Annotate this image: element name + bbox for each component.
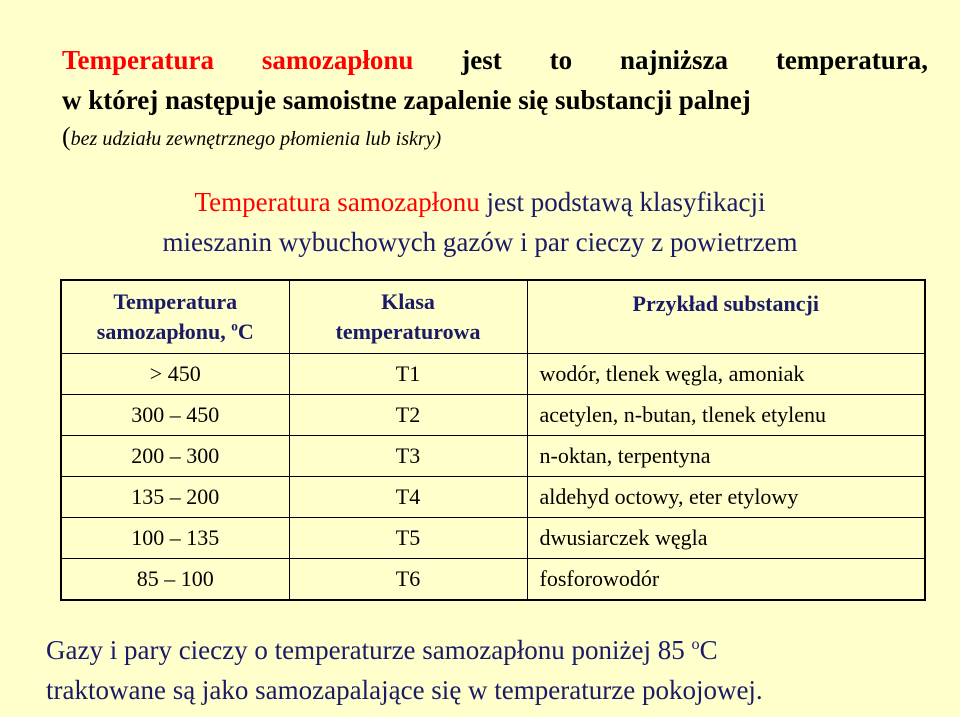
intro-line-1-rest: jest to najniższa temperatura, <box>461 45 929 75</box>
cell-class: T3 <box>289 436 527 477</box>
cell-example: dwusiarczek węgla <box>527 518 925 559</box>
footer-line-2: traktowane są jako samozapalające się w temperaturze pokojowej. <box>46 675 763 705</box>
temperature-class-table <box>60 279 926 601</box>
classification-term: Temperatura samozapłonu <box>194 187 480 217</box>
header-temperature: Temperatura samozapłonu, $^o$C <box>61 280 289 354</box>
cell-example: fosforowodór <box>527 559 925 601</box>
footer-note <box>46 630 946 710</box>
cell-range: 85 – 100 <box>61 559 289 601</box>
table-header-row <box>61 280 925 354</box>
header-example: Przykład substancji <box>527 280 925 354</box>
classification-line-2: mieszanin wybuchowych gazów i par cieczy z powietrzem <box>162 227 798 257</box>
table-row <box>61 559 925 601</box>
cell-example: n-oktan, terpentyna <box>527 436 925 477</box>
intro-line-1 <box>62 40 928 80</box>
header-class: Klasa temperaturowa <box>289 280 527 354</box>
cell-example: wodór, tlenek węgla, amoniak <box>527 354 925 395</box>
intro-note-text: bez udziału zewnętrznego płomienia lub iskry) <box>70 128 442 150</box>
classification-line-1-rest: jest podstawą klasyfikacji <box>486 187 766 217</box>
intro-term: Temperatura samozapłonu <box>62 45 414 75</box>
table-row <box>61 518 925 559</box>
classification-line-1 <box>0 182 960 222</box>
cell-range: 100 – 135 <box>61 518 289 559</box>
table-row <box>61 354 925 395</box>
cell-example: acetylen, n-butan, tlenek etylenu <box>527 395 925 436</box>
cell-range: 135 – 200 <box>61 477 289 518</box>
cell-example: aldehyd octowy, eter etylowy <box>527 477 925 518</box>
intro-line-2: w której następuje samoistne zapalenie się substancji palnej <box>62 85 751 115</box>
cell-class: T2 <box>289 395 527 436</box>
intro-note <box>62 122 441 154</box>
footer-line-1: Gazy i pary cieczy o temperaturze samozapłonu poniżej 85 $^o$C <box>46 635 718 665</box>
cell-class: T6 <box>289 559 527 601</box>
cell-class: T4 <box>289 477 527 518</box>
cell-range: 200 – 300 <box>61 436 289 477</box>
cell-class: T5 <box>289 518 527 559</box>
classification-statement <box>0 182 960 262</box>
intro-note-paren: ( <box>62 122 71 151</box>
cell-class: T1 <box>289 354 527 395</box>
table-row <box>61 395 925 436</box>
cell-range: > 450 <box>61 354 289 395</box>
cell-range: 300 – 450 <box>61 395 289 436</box>
table-row <box>61 436 925 477</box>
table-row <box>61 477 925 518</box>
